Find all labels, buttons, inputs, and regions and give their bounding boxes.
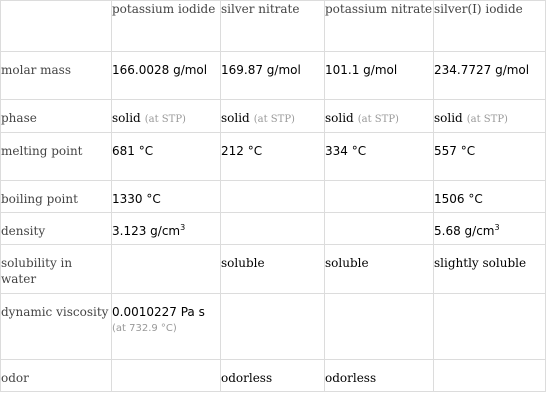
- cell-boiling-point-silver-iodide: 1506 °C: [434, 181, 546, 213]
- viscosity-condition: (at 732.9 °C): [112, 323, 177, 334]
- cell-melting-point-potassium-nitrate: 334 °C: [325, 133, 434, 181]
- row-phase: [1, 100, 546, 133]
- cell-density-potassium-nitrate: [325, 213, 434, 245]
- row-label-boiling-point: boiling point: [1, 181, 112, 213]
- density-exponent: 3: [494, 223, 500, 232]
- cell-solubility-potassium-iodide: [112, 245, 221, 294]
- phase-condition: (at STP): [144, 114, 186, 125]
- cell-odor-potassium-nitrate: odorless: [325, 360, 434, 392]
- cell-melting-point-potassium-iodide: 681 °C: [112, 133, 221, 181]
- row-label-molar-mass: molar mass: [1, 52, 112, 100]
- row-label-solubility-in-water: solubility in water: [1, 245, 112, 294]
- phase-value: solid: [325, 111, 354, 125]
- cell-melting-point-silver-nitrate: 212 °C: [221, 133, 325, 181]
- row-molar-mass: [1, 52, 546, 100]
- row-dynamic-viscosity: [1, 294, 546, 360]
- cell-molar-mass-potassium-nitrate: 101.1 g/mol: [325, 52, 434, 100]
- column-header-potassium-nitrate: potassium nitrate: [325, 1, 434, 52]
- cell-phase-potassium-nitrate: [325, 100, 434, 133]
- cell-boiling-point-silver-nitrate: [221, 181, 325, 213]
- cell-viscosity-silver-iodide: [434, 294, 546, 360]
- density-value: 3.123 g/cm: [112, 224, 181, 238]
- cell-phase-silver-iodide: [434, 100, 546, 133]
- cell-density-potassium-iodide: [112, 213, 221, 245]
- cell-odor-silver-iodide: [434, 360, 546, 392]
- cell-viscosity-potassium-iodide: [112, 294, 221, 360]
- header-row: [1, 1, 546, 52]
- row-boiling-point: [1, 181, 546, 213]
- cell-phase-silver-nitrate: [221, 100, 325, 133]
- viscosity-value: 0.0010227 Pa s: [112, 305, 205, 319]
- row-label-density: density: [1, 213, 112, 245]
- cell-molar-mass-silver-nitrate: 169.87 g/mol: [221, 52, 325, 100]
- cell-melting-point-silver-iodide: 557 °C: [434, 133, 546, 181]
- cell-odor-potassium-iodide: [112, 360, 221, 392]
- row-label-dynamic-viscosity: dynamic viscosity: [1, 294, 112, 360]
- cell-solubility-potassium-nitrate: soluble: [325, 245, 434, 294]
- row-melting-point: [1, 133, 546, 181]
- cell-odor-silver-nitrate: odorless: [221, 360, 325, 392]
- phase-condition: (at STP): [466, 114, 508, 125]
- phase-value: solid: [221, 111, 250, 125]
- phase-condition: (at STP): [253, 114, 295, 125]
- row-label-melting-point: melting point: [1, 133, 112, 181]
- corner-cell: [1, 1, 112, 52]
- density-value: 5.68 g/cm: [434, 224, 495, 238]
- cell-molar-mass-potassium-iodide: 166.0028 g/mol: [112, 52, 221, 100]
- row-label-phase: phase: [1, 100, 112, 133]
- row-label-odor: odor: [1, 360, 112, 392]
- cell-solubility-silver-iodide: slightly soluble: [434, 245, 546, 294]
- cell-solubility-silver-nitrate: soluble: [221, 245, 325, 294]
- density-exponent: 3: [180, 223, 186, 232]
- phase-condition: (at STP): [357, 114, 399, 125]
- cell-molar-mass-silver-iodide: 234.7727 g/mol: [434, 52, 546, 100]
- phase-value: solid: [434, 111, 463, 125]
- row-odor: [1, 360, 546, 392]
- column-header-silver-nitrate: silver nitrate: [221, 1, 325, 52]
- phase-value: solid: [112, 111, 141, 125]
- column-header-potassium-iodide: potassium iodide: [112, 1, 221, 52]
- cell-density-silver-iodide: [434, 213, 546, 245]
- cell-density-silver-nitrate: [221, 213, 325, 245]
- cell-viscosity-potassium-nitrate: [325, 294, 434, 360]
- cell-boiling-point-potassium-iodide: 1330 °C: [112, 181, 221, 213]
- row-solubility: [1, 245, 546, 294]
- cell-boiling-point-potassium-nitrate: [325, 181, 434, 213]
- cell-phase-potassium-iodide: [112, 100, 221, 133]
- cell-viscosity-silver-nitrate: [221, 294, 325, 360]
- column-header-silver-iodide: silver(I) iodide: [434, 1, 546, 52]
- row-density: [1, 213, 546, 245]
